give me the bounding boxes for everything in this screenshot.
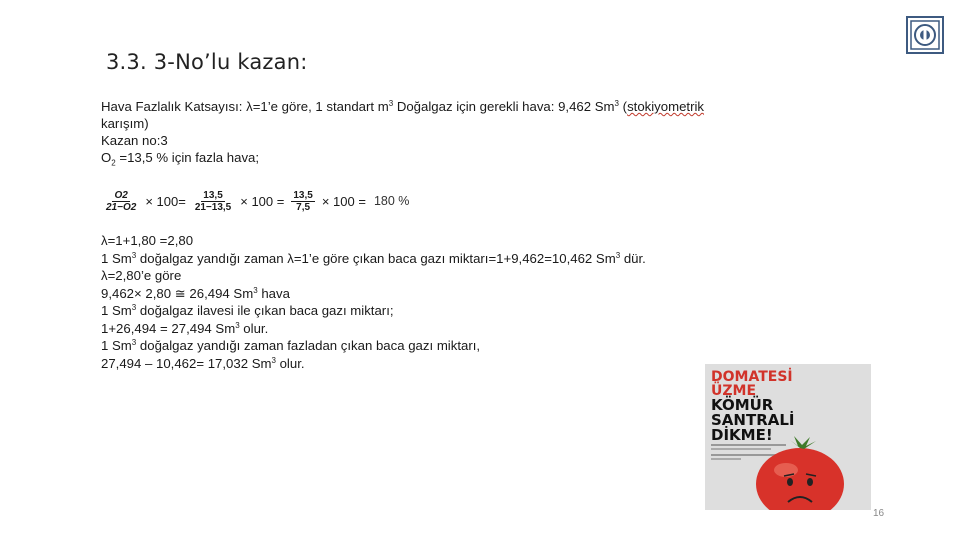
calculation-text [101,98,801,172]
slide-title: 3.3. 3-No’lu kazan: [106,50,308,74]
campaign-poster [705,364,871,510]
poster-headline-black: KÖMÜR SANTRALİ DİKME! [711,396,795,444]
text-line: karışım) [101,116,149,131]
text-line: 1 Sm$^3$ doğalgaz ilavesi ile çıkan baca gazı miktarı; [101,303,394,318]
logo-emblem-icon [910,20,940,50]
calculation-results [101,232,801,372]
text-line: Kazan no:3 [101,133,168,148]
text-line: 1+26,494 = 27,494 Sm$^3$ olur. [101,320,269,336]
page-number: 16 [873,508,885,519]
text-line: 1 Sm$^3$ doğalgaz yandığı zaman fazladan çıkan baca gazı miktarı, [101,338,481,353]
fraction: $\frac{13,5}{7,5}$ [293,189,313,213]
text-line: 27,494 – 10,462= 17,032 Sm$^3$ olur. [101,355,305,371]
university-logo [906,16,944,54]
fraction: $\frac{O2}{21-O2}$ [106,189,137,213]
text-line: $O_2 =13,5$ % için fazla hava; [101,150,260,168]
text-line: 1 Sm$^3$ doğalgaz yandığı zaman λ=1’e göre çıkan baca gazı miktarı=1+9,462=10,462 Sm$^3$ dür. [101,250,646,266]
spellcheck-word: stokiyometrik [627,99,705,114]
text-line: λ=1+1,80 =2,80 [101,233,194,248]
poster-headline-red: DOMATESİ ÜZME [711,369,793,399]
excess-air-formula: $\frac{O2}{21-O2}$ × 100= $\frac{13,5}{21-13,5}$ × 100 = $\frac{13,5}{7,5}$ × 100 = 180 % [106,189,410,213]
formula-result: 180 % [373,194,410,208]
text-line: 9,462× 2,80 ≅ 26,494 Sm$^3$ hava [101,285,290,301]
text-line: λ=2,80’e göre [101,268,182,283]
text-line: Hava Fazlalık Katsayısı: λ=1’e göre, 1 standart $m^3$ Doğalgaz için gerekli hava: 9,462 Sm$^3$ (stokiyometrik [101,99,705,114]
sad-tomato-icon [750,432,860,510]
fraction: $\frac{13,5}{21-13,5}$ [194,189,232,213]
